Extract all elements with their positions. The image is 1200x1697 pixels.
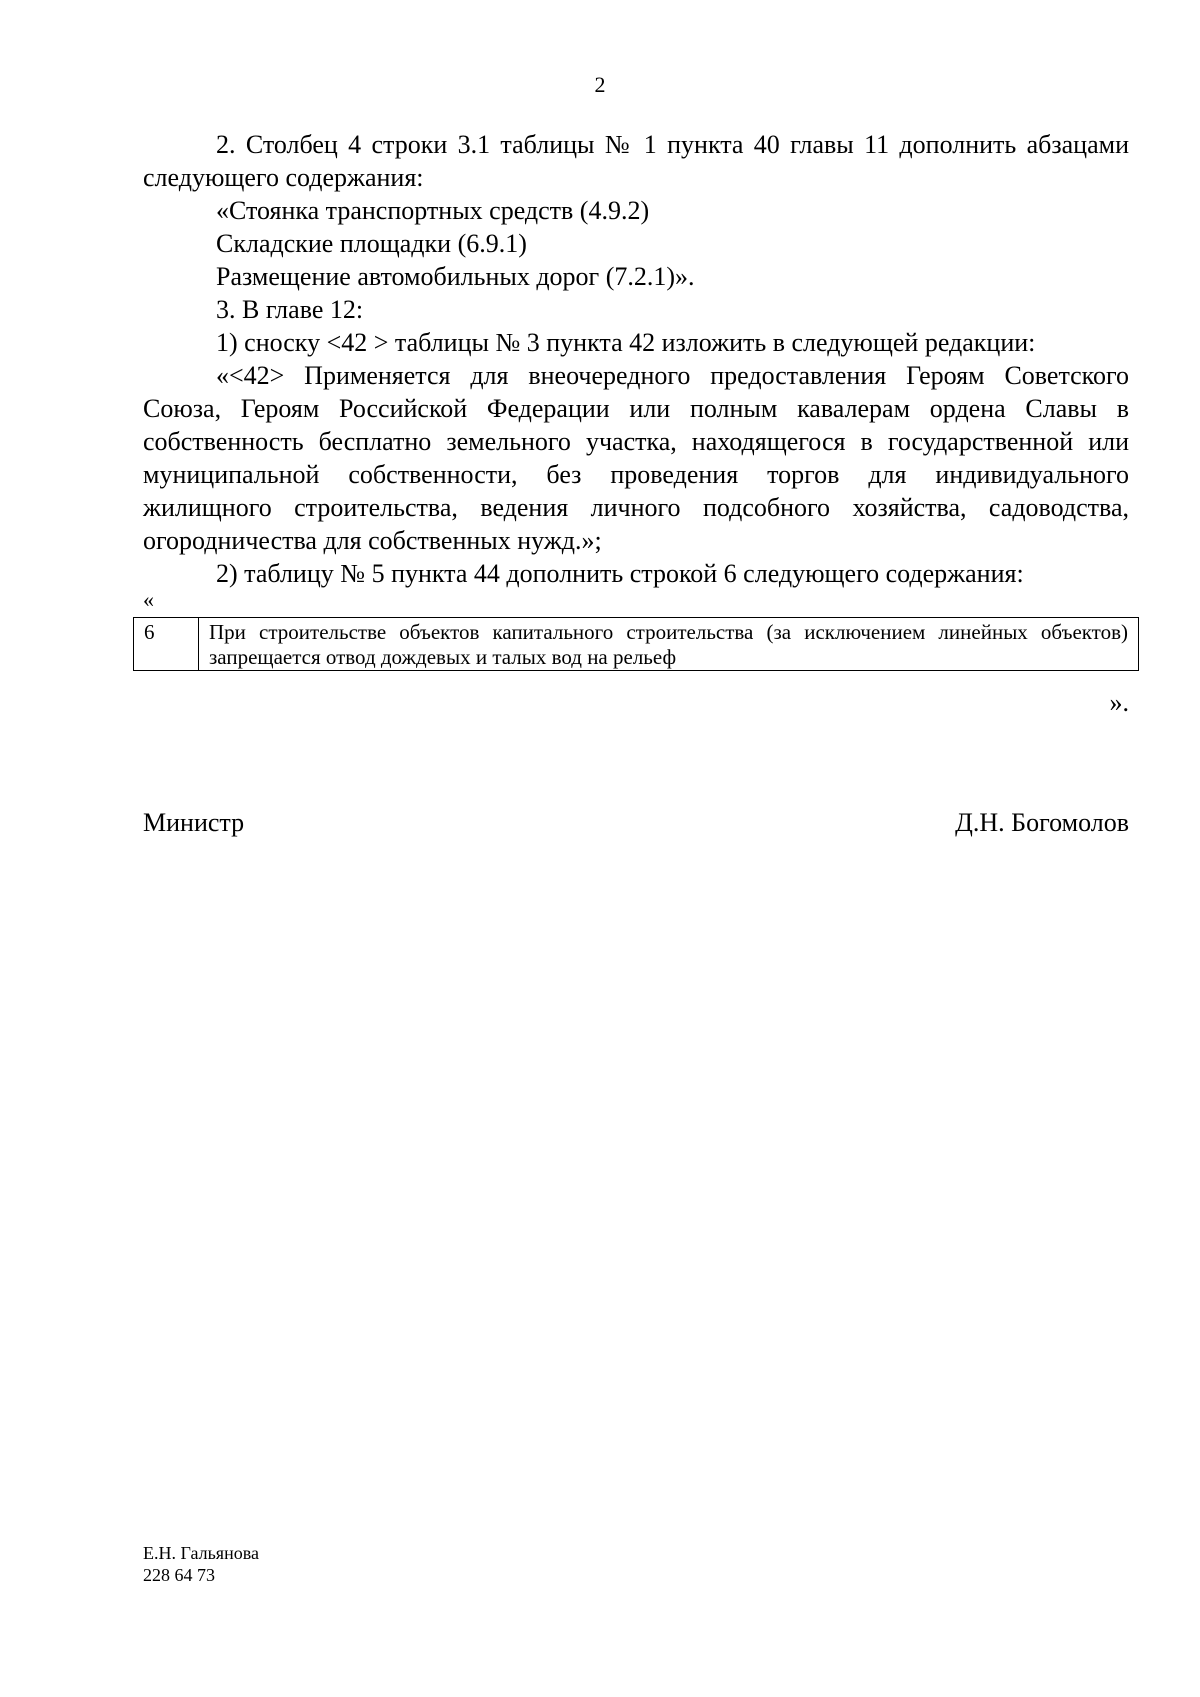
paragraph-subitem-2: 2) таблицу № 5 пункта 44 дополнить строкой 6 следующего содержания: — [216, 559, 1024, 588]
paragraph-subitem-1: 1) сноску <42 > таблицы № 3 пункта 42 изложить в следующей редакции: — [216, 328, 1036, 357]
document-body — [143, 128, 1129, 590]
amendment-table — [133, 617, 1139, 671]
paragraph-storage: Складские площадки (6.9.1) — [216, 229, 527, 258]
paragraph-item-3: 3. В главе 12: — [216, 295, 364, 324]
executor-phone: 228 64 73 — [143, 1565, 215, 1585]
table-row — [134, 618, 1139, 671]
table-open-quote: « — [143, 587, 154, 612]
page-number: 2 — [594, 72, 606, 97]
executor-block — [143, 1542, 259, 1586]
table-cell-text: При строительстве объектов капитального строительства (за исключением линейных объектов) запрещается отвод дождевых и талых вод на рельеф — [199, 618, 1139, 671]
paragraph-item-2: 2. Столбец 4 строки 3.1 таблицы № 1 пункта 40 главы 11 дополнить абзацами следующего содержания: — [143, 130, 1129, 192]
executor-name: Е.Н. Гальянова — [143, 1543, 259, 1563]
signatory-title: Министр — [143, 808, 245, 837]
signatory-name: Д.Н. Богомолов — [955, 808, 1129, 837]
table-close-quote: ». — [1109, 688, 1129, 717]
paragraph-parking: «Стоянка транспортных средств (4.9.2) — [216, 196, 650, 225]
paragraph-footnote-42: «<42> Применяется для внеочередного предоставления Героям Советского Союза, Героям Российской Федерации или полным кавалерам ордена Славы в собственность бесплатно земельного участка, находящегося в государственной или муниципальной собственности, без проведения торгов для индивидуального жилищного строительства, ведения личного подсобного хозяйства, садоводства, огородничества для собственных нужд.»; — [143, 361, 1129, 555]
table-cell-number: 6 — [134, 618, 199, 671]
paragraph-roads: Размещение автомобильных дорог (7.2.1)». — [216, 262, 695, 291]
